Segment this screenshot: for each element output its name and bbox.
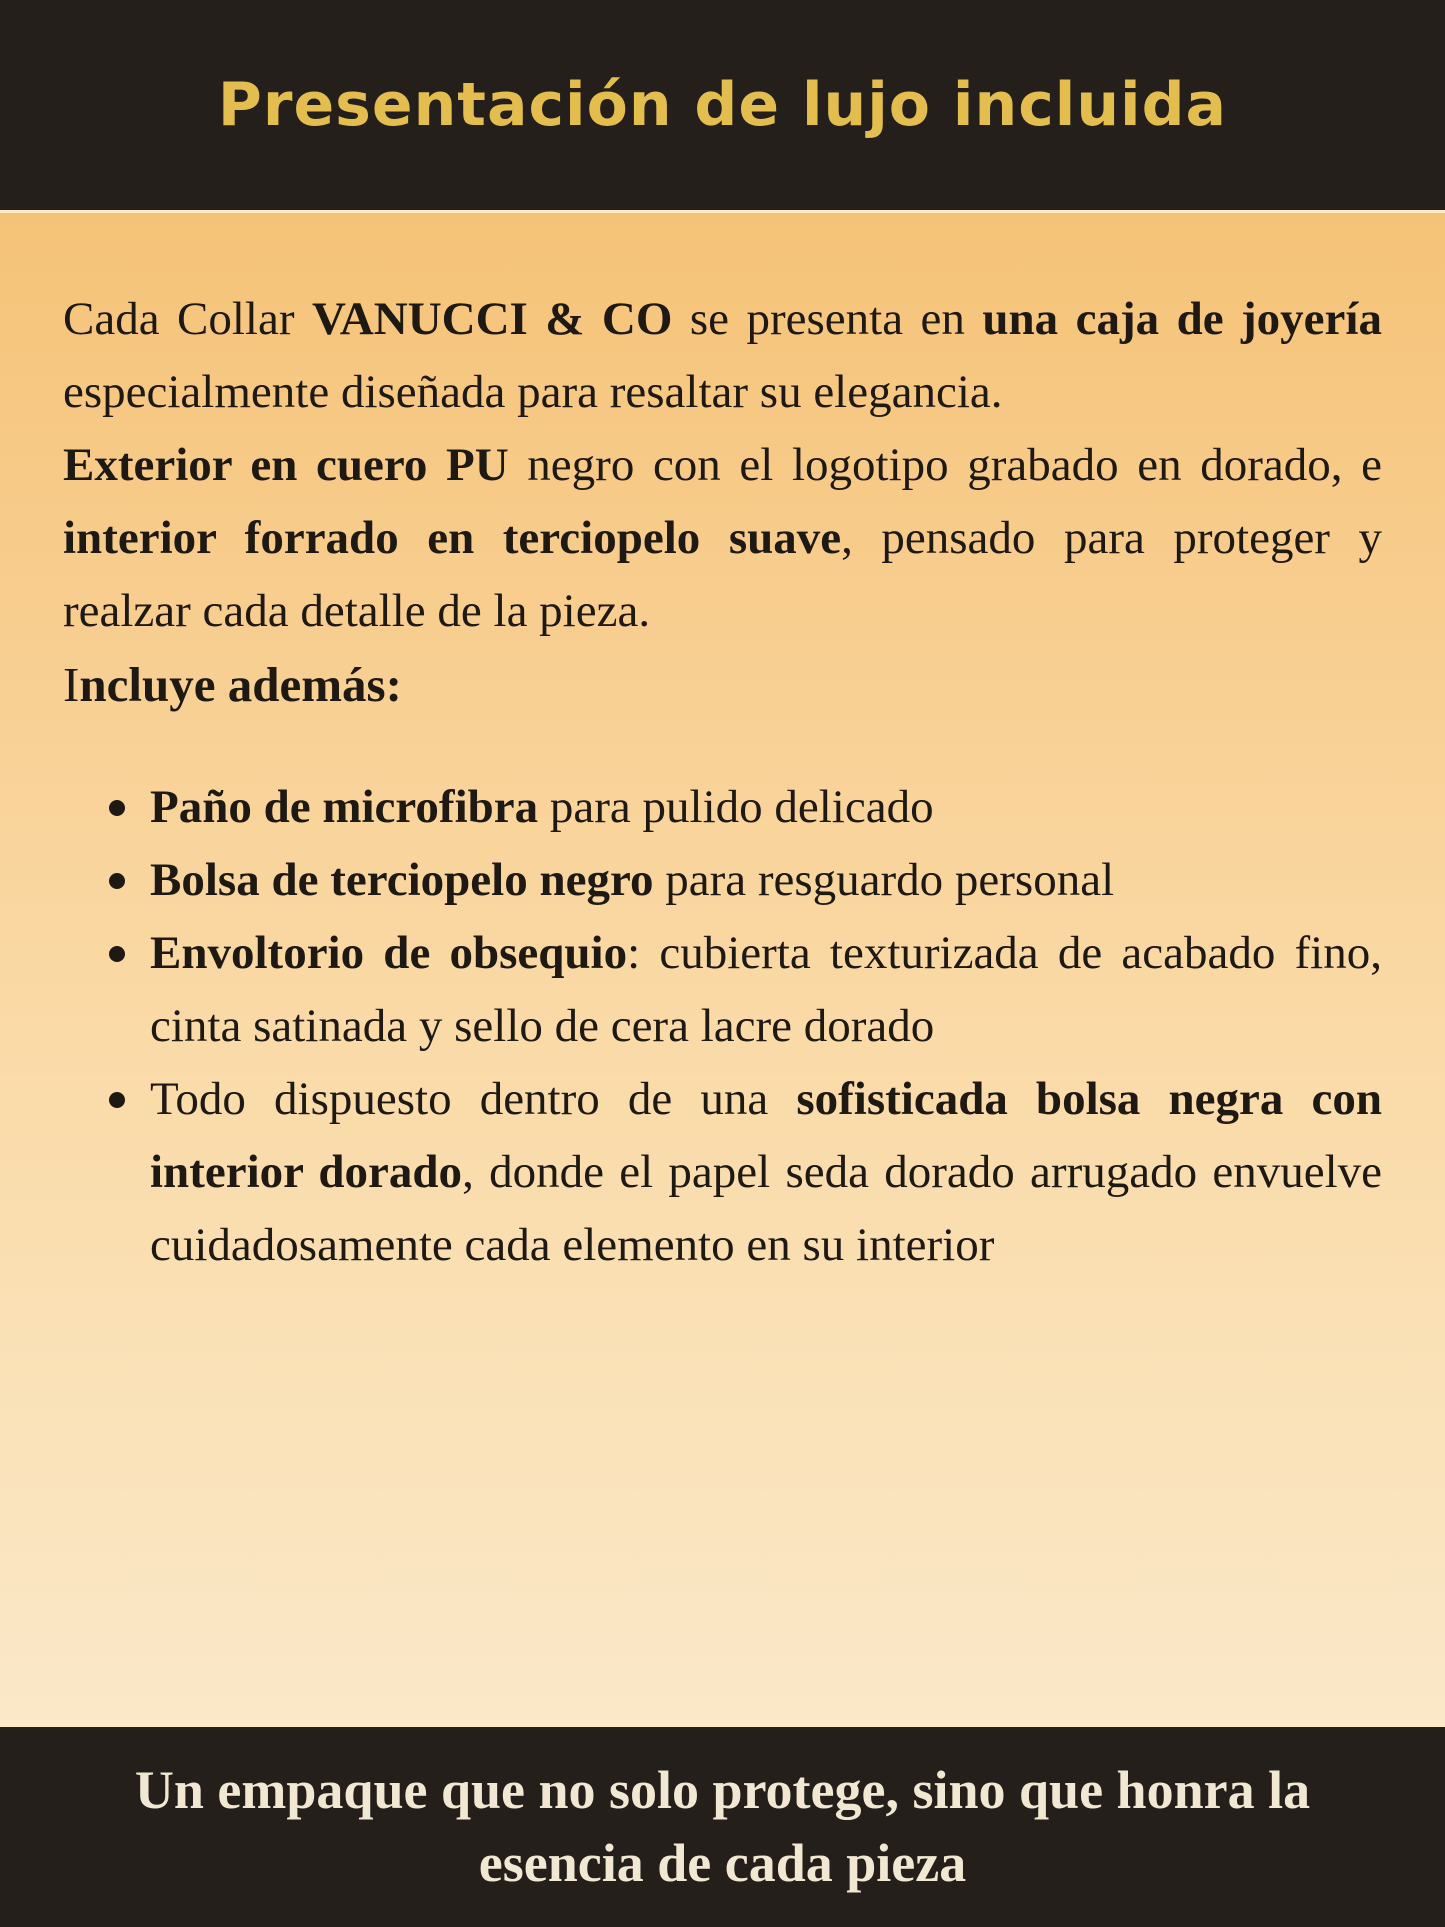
- content-area: [0, 213, 1445, 1727]
- text-segment: , donde el papel seda dorado arrugado envuelve cuidadosamente cada elemento en su interior: [150, 1146, 1383, 1271]
- paragraph-exterior: [63, 429, 1382, 648]
- paragraph-intro: [63, 283, 1382, 429]
- list-item: [63, 771, 1382, 844]
- text-segment: : cubierta texturizada de acabado fino, cinta satinada y sello de cera lacre dorado: [150, 927, 1382, 1052]
- footer-band: [0, 1727, 1445, 1927]
- list-item-text: [150, 844, 1382, 917]
- list-item-text: [150, 1063, 1382, 1282]
- text-segment: sofisticada bolsa negra con interior dorado: [150, 1073, 1382, 1198]
- included-items-list: [63, 771, 1382, 1282]
- bullet-dot-icon: [109, 873, 125, 889]
- text-segment: ncluye además:: [79, 657, 402, 712]
- list-item: [63, 1063, 1382, 1282]
- list-item-text: [150, 771, 1382, 844]
- page-title: Presentación de lujo incluida: [217, 70, 1228, 140]
- text-segment: , pensado para proteger y realzar cada detalle de la pieza.: [63, 512, 1382, 637]
- text-segment: Exterior en cuero PU: [63, 439, 509, 491]
- text-segment: una caja de joyería: [982, 293, 1382, 345]
- list-item: [63, 917, 1382, 1063]
- text-segment: Envoltorio de obsequio: [150, 927, 628, 979]
- list-item: [63, 844, 1382, 917]
- text-segment: negro con el logotipo grabado en dorado, e: [508, 439, 1382, 491]
- list-item-text: [150, 917, 1382, 1063]
- text-segment: especialmente diseñada para resaltar su elegancia.: [63, 366, 1003, 418]
- list-heading: [63, 648, 1382, 721]
- bullet-dot-icon: [109, 800, 125, 816]
- header-band: [0, 0, 1445, 213]
- bullet-dot-icon: [109, 946, 125, 962]
- text-segment: interior forrado en terciopelo suave: [63, 512, 842, 564]
- text-segment: Paño de microfibra: [150, 781, 539, 833]
- text-segment: Todo dispuesto dentro de una: [150, 1073, 797, 1125]
- text-segment: para pulido delicado: [538, 781, 934, 833]
- text-segment: para resguardo personal: [653, 854, 1115, 906]
- text-segment: se presenta en: [672, 293, 983, 345]
- text-segment: I: [63, 657, 80, 712]
- text-segment: Cada Collar: [63, 293, 312, 345]
- text-segment: Bolsa de terciopelo negro: [150, 854, 654, 906]
- footer-message: Un empaque que no solo protege, sino que honra la esencia de cada pieza: [134, 1760, 1311, 1893]
- text-segment: VANUCCI & CO: [311, 293, 673, 345]
- bullet-dot-icon: [109, 1092, 125, 1108]
